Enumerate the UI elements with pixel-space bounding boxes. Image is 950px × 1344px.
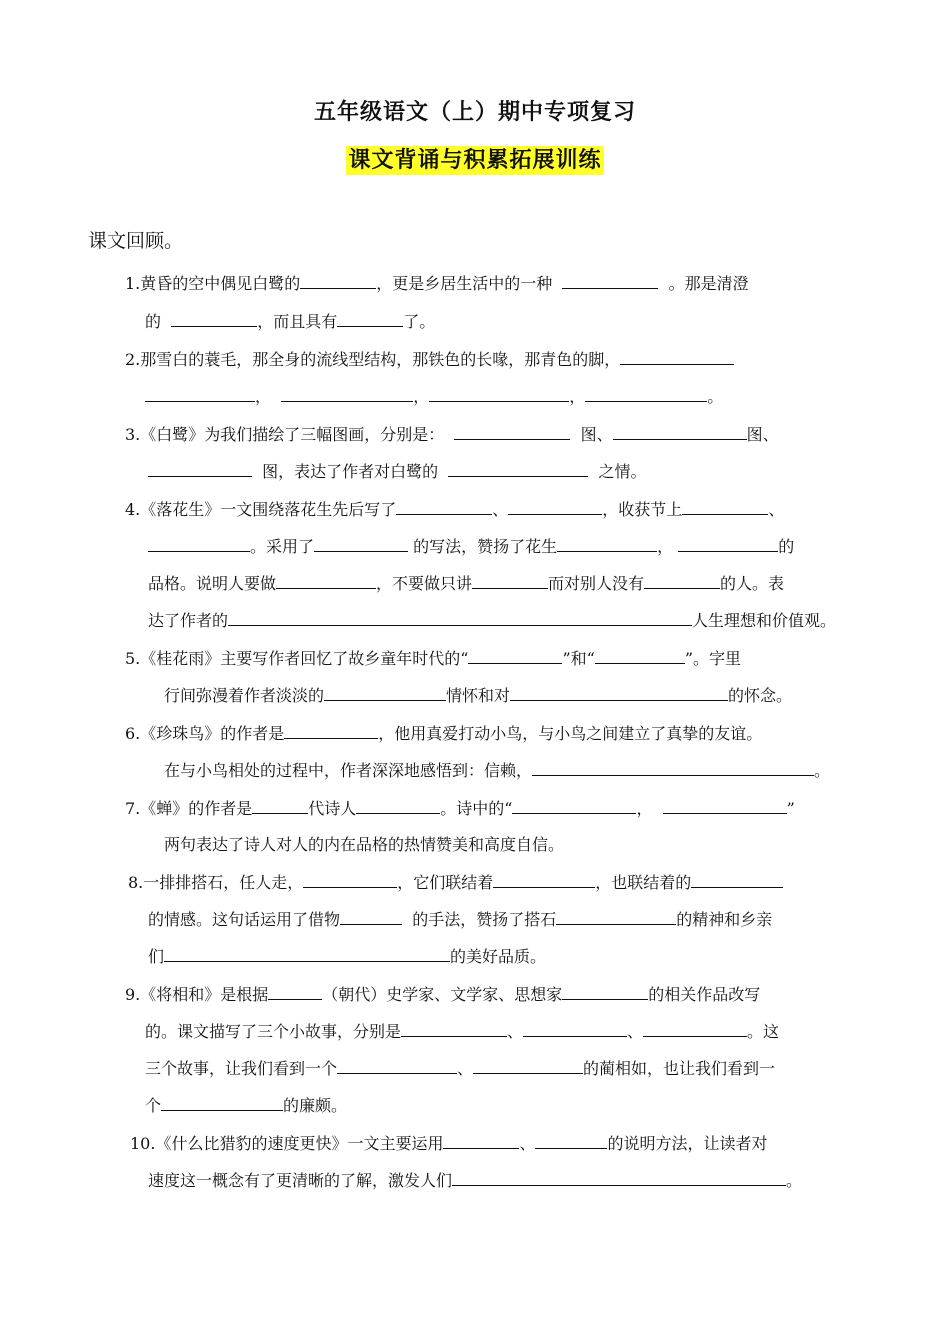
blank[interactable] <box>324 684 446 701</box>
question-9-line-2 <box>145 1020 779 1043</box>
text: 、 <box>627 1022 644 1041</box>
text: 1.黄昏的空中偶见白鹭的 <box>125 274 301 293</box>
blank[interactable] <box>171 310 257 327</box>
blank[interactable] <box>164 945 450 962</box>
text: 的精神和乡亲 <box>676 910 773 929</box>
text: ，更是乡居生活中的一种 <box>376 274 553 293</box>
blank[interactable] <box>252 797 308 814</box>
question-10-line-1 <box>130 1132 767 1155</box>
section-heading: 课文回顾。 <box>88 230 184 252</box>
blank[interactable] <box>337 310 403 327</box>
blank[interactable] <box>620 348 734 365</box>
blank[interactable] <box>145 385 255 402</box>
text: 的。课文描写了三个小故事，分别是 <box>145 1022 402 1041</box>
text: ，不要做只讲 <box>376 574 473 593</box>
blank[interactable] <box>452 1169 786 1186</box>
blank[interactable] <box>682 498 768 515</box>
blank[interactable] <box>644 572 720 589</box>
text: 而对别人没有 <box>548 574 645 593</box>
text: 。 <box>707 387 724 406</box>
text: 速度这一概念有了更清晰的了解，激发人们 <box>148 1171 453 1190</box>
question-8-line-3 <box>148 945 546 968</box>
text: 2.那雪白的蓑毛，那全身的流线型结构，那铁色的长喙，那青色的脚， <box>125 350 621 369</box>
text: 行间弥漫着作者淡淡的 <box>164 686 325 705</box>
text: 图，表达了作者对白鹭的 <box>262 462 439 481</box>
blank[interactable] <box>535 1132 607 1149</box>
blank[interactable] <box>512 797 636 814</box>
question-7-line-2 <box>164 834 564 856</box>
text: 4.《落花生》一文围绕落花生先后写了 <box>125 500 397 519</box>
text: 。 <box>814 761 831 780</box>
text: 7.《蝉》的作者是 <box>125 799 253 818</box>
text: 了。 <box>403 312 436 331</box>
blank[interactable] <box>148 535 250 552</box>
question-4-line-4 <box>148 609 836 632</box>
blank[interactable] <box>562 272 658 289</box>
blank[interactable] <box>523 1020 627 1037</box>
text: ， <box>255 387 272 406</box>
blank[interactable] <box>276 572 376 589</box>
blank[interactable] <box>148 460 252 477</box>
question-4-line-1 <box>125 498 784 521</box>
blank[interactable] <box>643 1020 747 1037</box>
text: ” <box>786 799 795 818</box>
text: 图、 <box>746 425 779 444</box>
text: 。诗中的“ <box>440 799 513 818</box>
blank[interactable] <box>268 983 322 1000</box>
blank[interactable] <box>284 722 378 739</box>
question-4-line-3 <box>148 572 784 595</box>
text: 。采用了 <box>250 537 315 556</box>
question-5-line-1 <box>125 647 741 670</box>
question-8-line-1 <box>128 871 783 894</box>
text: 的手法，赞扬了搭石 <box>412 910 557 929</box>
text: 情怀和对 <box>446 686 511 705</box>
text: 的相关作品改写 <box>648 985 761 1004</box>
blank[interactable] <box>303 871 397 888</box>
blank[interactable] <box>300 272 376 289</box>
text: 的蔺相如，也让我们看到一 <box>583 1059 776 1078</box>
text: 、 <box>492 500 509 519</box>
text: 图、 <box>580 425 613 444</box>
blank[interactable] <box>340 908 402 925</box>
text: 。那是清澄 <box>668 274 749 293</box>
blank[interactable] <box>454 423 570 440</box>
blank[interactable] <box>356 797 440 814</box>
question-6-line-2 <box>164 759 830 782</box>
question-3-line-1 <box>125 423 779 446</box>
text: ， <box>413 387 430 406</box>
question-5-line-2 <box>164 684 792 707</box>
text: ， <box>657 537 674 556</box>
blank[interactable] <box>228 609 692 626</box>
text: （朝代）史学家、文学家、思想家 <box>322 985 563 1004</box>
text: 5.《桂花雨》主要写作者回忆了故乡童年时代的“ <box>125 649 469 668</box>
question-9-line-3 <box>145 1057 775 1080</box>
blank[interactable] <box>678 535 778 552</box>
blank[interactable] <box>396 498 492 515</box>
blank[interactable] <box>468 647 562 664</box>
text: 的怀念。 <box>728 686 793 705</box>
question-1-line-2 <box>145 310 435 333</box>
blank[interactable] <box>337 1057 457 1074</box>
text: ，他用真爱打动小鸟，与小鸟之间建立了真挚的友谊。 <box>378 724 763 743</box>
text: 在与小鸟相处的过程中，作者深深地感悟到：信赖， <box>164 761 533 780</box>
blank[interactable] <box>508 498 602 515</box>
text: 个 <box>145 1096 162 1115</box>
question-9-line-1 <box>125 983 760 1006</box>
question-2-line-2 <box>145 385 723 408</box>
blank[interactable] <box>562 983 648 1000</box>
blank[interactable] <box>691 871 783 888</box>
blank[interactable] <box>510 684 728 701</box>
blank[interactable] <box>493 871 595 888</box>
blank[interactable] <box>448 460 588 477</box>
blank[interactable] <box>473 1057 583 1074</box>
page-subtitle: 课文背诵与积累拓展训练 <box>348 148 602 173</box>
blank[interactable] <box>314 535 408 552</box>
text: ，而且具有 <box>257 312 338 331</box>
blank[interactable] <box>663 797 787 814</box>
text: 的情感。这句话运用了借物 <box>148 910 341 929</box>
blank[interactable] <box>585 385 707 402</box>
text: 的廉颇。 <box>283 1096 348 1115</box>
text: 10.《什么比猎豹的速度更快》一文主要运用 <box>130 1134 444 1153</box>
blank[interactable] <box>557 535 657 552</box>
text: 。 <box>786 1171 803 1190</box>
text: 的美好品质。 <box>450 947 547 966</box>
text: ， <box>636 799 653 818</box>
text: 6.《珍珠鸟》的作者是 <box>125 724 285 743</box>
blank[interactable] <box>472 572 548 589</box>
text: 9.《将相和》是根据 <box>125 985 269 1004</box>
text: 人生理想和价值观。 <box>692 611 837 630</box>
blank[interactable] <box>429 385 569 402</box>
text: 3.《白鹭》为我们描绘了三幅图画，分别是： <box>125 425 445 444</box>
question-1-line-1 <box>125 272 749 295</box>
text: ，也联结着的 <box>595 873 692 892</box>
text: ”和“ <box>562 649 595 668</box>
blank[interactable] <box>401 1020 507 1037</box>
text: 的 <box>778 537 795 556</box>
text: 的 <box>145 312 162 331</box>
question-4-line-2 <box>148 535 794 558</box>
text: 品格。说明人要做 <box>148 574 277 593</box>
blank[interactable] <box>532 759 814 776</box>
text: ，收获节上 <box>602 500 683 519</box>
text: 的人。表 <box>720 574 785 593</box>
question-2-line-1 <box>125 348 734 371</box>
text: 三个故事，让我们看到一个 <box>145 1059 338 1078</box>
text: 们 <box>148 947 165 966</box>
blank[interactable] <box>595 647 685 664</box>
text: 8.一排排搭石，任人走， <box>128 873 304 892</box>
text: 、 <box>457 1059 474 1078</box>
text: 的说明方法，让读者对 <box>607 1134 768 1153</box>
blank[interactable] <box>613 423 747 440</box>
text: 的写法，赞扬了花生 <box>413 537 558 556</box>
subtitle-wrap <box>0 143 950 174</box>
text: ”。字里 <box>684 649 742 668</box>
blank[interactable] <box>281 385 413 402</box>
question-7-line-1 <box>125 797 795 820</box>
text: ， <box>569 387 586 406</box>
text: 。这 <box>747 1022 780 1041</box>
question-9-line-4 <box>145 1094 347 1117</box>
question-3-line-2 <box>148 460 647 483</box>
text: ，它们联结着 <box>397 873 494 892</box>
page-title: 五年级语文（上）期中专项复习 <box>313 100 636 125</box>
text: 两句表达了诗人对人的内在品格的热情赞美和高度自信。 <box>164 835 565 854</box>
text: 达了作者的 <box>148 611 229 630</box>
question-6-line-1 <box>125 722 762 745</box>
blank[interactable] <box>556 908 676 925</box>
text: 、 <box>507 1022 524 1041</box>
text: 之情。 <box>598 462 647 481</box>
blank[interactable] <box>161 1094 283 1111</box>
text: 、 <box>519 1134 536 1153</box>
text: 、 <box>768 500 785 519</box>
question-10-line-2 <box>148 1169 802 1192</box>
question-8-line-2 <box>148 908 772 931</box>
blank[interactable] <box>443 1132 519 1149</box>
text: 代诗人 <box>308 799 357 818</box>
